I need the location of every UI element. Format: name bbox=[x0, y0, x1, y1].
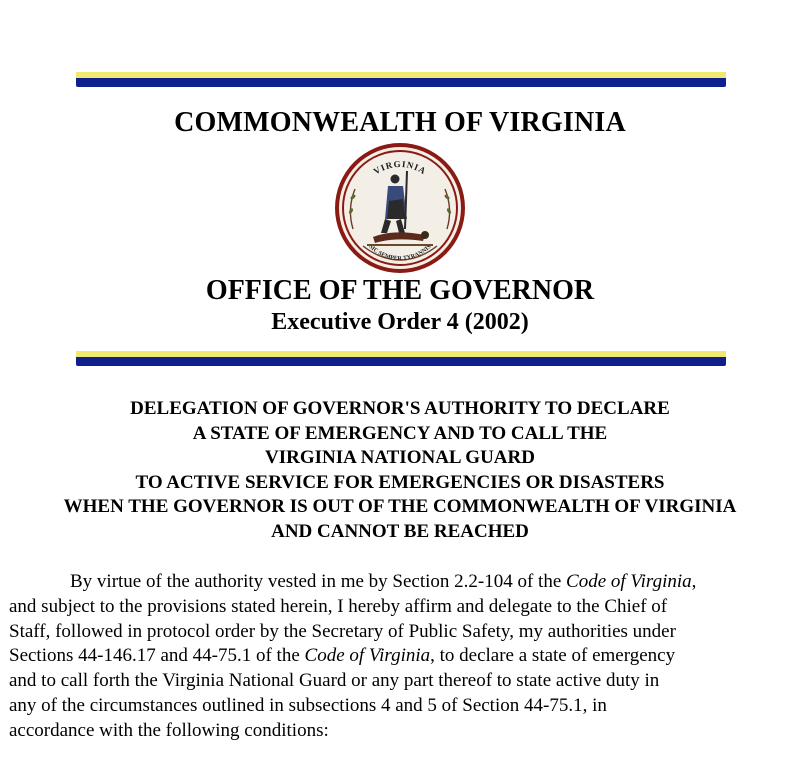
body-text-run: Sections 44-146.17 and 44-75.1 of the bbox=[9, 645, 305, 667]
title-line: AND CANNOT BE REACHED bbox=[271, 520, 529, 542]
body-line: any of the circumstances outlined in subsections 4 and 5 of Section 44-75.1, in bbox=[9, 694, 607, 716]
body-line: accordance with the following conditions: bbox=[9, 719, 329, 741]
seal-motto: SIC SEMPER TYRANNIS bbox=[367, 243, 433, 263]
body-line bbox=[9, 644, 799, 669]
order-title bbox=[0, 397, 800, 545]
body-paragraph bbox=[9, 570, 799, 744]
bottom-rule bbox=[76, 351, 726, 366]
title-line: DELEGATION OF GOVERNOR'S AUTHORITY TO DECLARE bbox=[130, 398, 670, 419]
body-text-run: , to declare a state of emergency bbox=[430, 645, 676, 667]
body-line: and subject to the provisions stated herein, I hereby affirm and delegate to the Chief of bbox=[9, 595, 668, 617]
body-text-run: , bbox=[691, 571, 697, 592]
title-line: VIRGINIA NATIONAL GUARD bbox=[265, 447, 535, 469]
body-line: and to call forth the Virginia National Guard or any part thereof to state active duty in bbox=[9, 670, 660, 692]
body-line: Staff, followed in protocol order by the Secretary of Public Safety, my authorities under bbox=[9, 620, 676, 642]
seal-top-text: VIRGINIA bbox=[371, 158, 429, 177]
office-heading: OFFICE OF THE GOVERNOR bbox=[205, 275, 595, 306]
body-line bbox=[9, 570, 799, 595]
virginia-seal-icon bbox=[333, 141, 467, 275]
body-text-run: By virtue of the authority vested in me by Section 2.2-104 of the bbox=[70, 571, 567, 592]
code-of-virginia-citation: Code of Virginia bbox=[566, 571, 692, 592]
code-of-virginia-citation: Code of Virginia bbox=[304, 645, 431, 667]
title-line: WHEN THE GOVERNOR IS OUT OF THE COMMONWEALTH OF VIRGINIA bbox=[63, 496, 737, 518]
executive-order-heading: Executive Order 4 (2002) bbox=[271, 309, 529, 335]
title-line: A STATE OF EMERGENCY AND TO CALL THE bbox=[192, 422, 608, 444]
commonwealth-heading: COMMONWEALTH OF VIRGINIA bbox=[174, 107, 626, 138]
title-line: TO ACTIVE SERVICE FOR EMERGENCIES OR DISASTERS bbox=[135, 471, 665, 493]
top-rule bbox=[76, 72, 726, 87]
